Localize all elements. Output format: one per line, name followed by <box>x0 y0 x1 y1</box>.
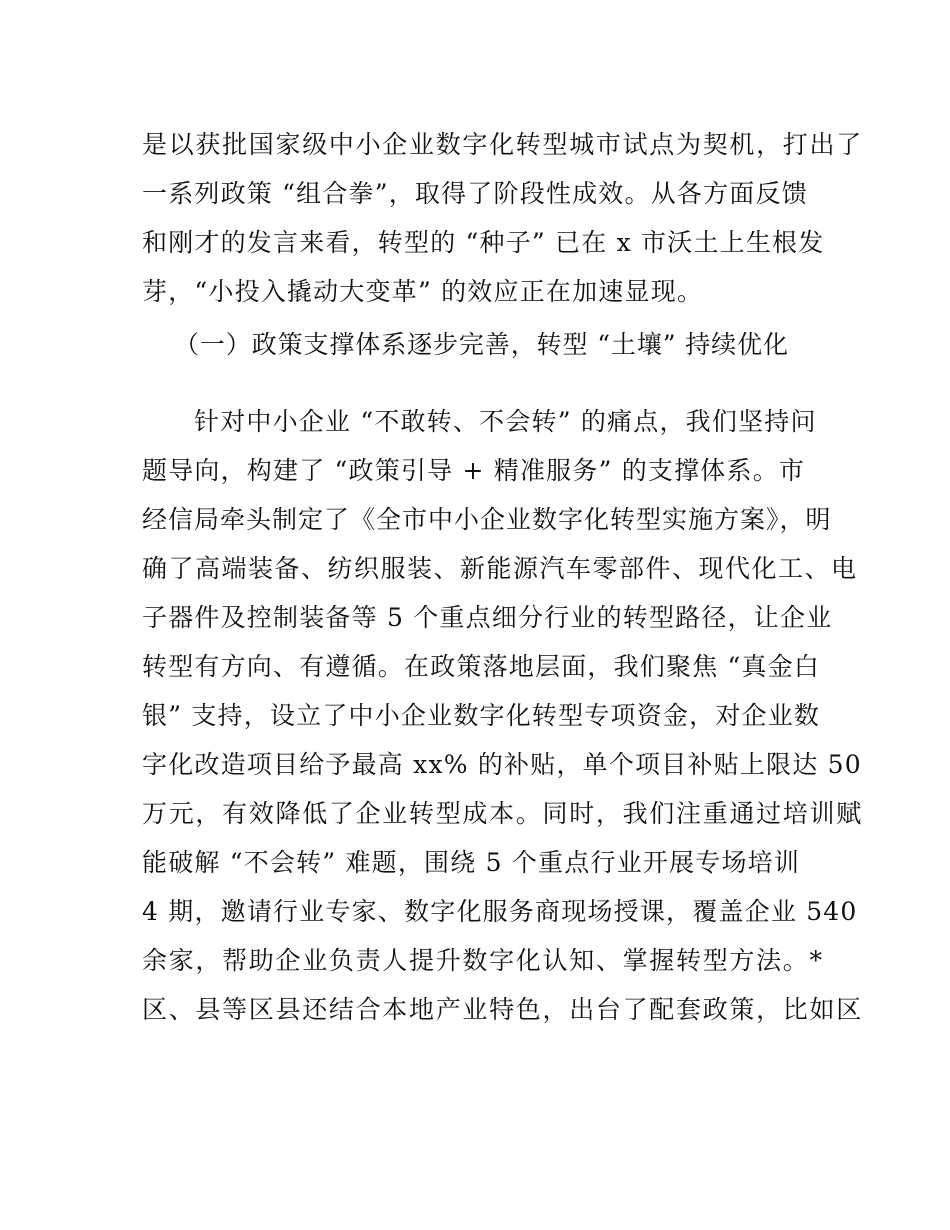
paragraph-policy-support <box>142 397 863 1034</box>
text-line: 区、县等区县还结合本地产业特色，出台了配套政策，比如区 <box>142 995 863 1024</box>
text-line: 一系列政策 “组合拳”，取得了阶段性成效。从各方面反馈 <box>142 179 808 208</box>
text-line: 题导向，构建了 “政策引导 + 精准服务” 的支撑体系。市 <box>142 456 806 485</box>
text-line: 万元，有效降低了企业转型成本。同时，我们注重通过培训赋 <box>142 799 863 828</box>
text-line: 针对中小企业 “不敢转、不会转” 的痛点，我们坚持问 <box>194 407 817 436</box>
text-line: 4 期，邀请行业专家、数字化服务商现场授课，覆盖企业 540 <box>142 897 858 926</box>
text-line: 确了高端装备、纺织服装、新能源汽车零部件、现代化工、电 <box>142 554 858 583</box>
text-line: 银” 支持，设立了中小企业数字化转型专项资金，对企业数 <box>142 701 821 730</box>
section-heading-text: （一）政策支撑体系逐步完善，转型 “土壤” 持续优化 <box>174 330 789 359</box>
text-line: 是以获批国家级中小企业数字化转型城市试点为契机，打出了 <box>142 130 863 159</box>
text-line: 芽，“小投入撬动大变革” 的效应正在加速显现。 <box>142 277 704 306</box>
text-line: 字化改造项目给予最高 xx% 的补贴，单个项目补贴上限达 50 <box>142 750 862 779</box>
section-heading <box>142 320 822 369</box>
text-line: 经信局牵头制定了《全市中小企业数字化转型实施方案》，明 <box>142 505 832 534</box>
text-line: 余家，帮助企业负责人提升数字化认知、掌握转型方法。* <box>142 946 824 975</box>
text-line: 子器件及控制装备等 5 个重点细分行业的转型路径，让企业 <box>142 603 833 632</box>
paragraph-intro <box>142 120 863 316</box>
text-line: 和刚才的发言来看，转型的 “种子” 已在 x 市沃土上生根发 <box>142 228 825 257</box>
text-line: 能破解 “不会转” 难题，围绕 5 个重点行业开展专场培训 <box>142 848 801 877</box>
text-line: 转型有方向、有遵循。在政策落地层面，我们聚焦 “真金白 <box>142 652 821 681</box>
